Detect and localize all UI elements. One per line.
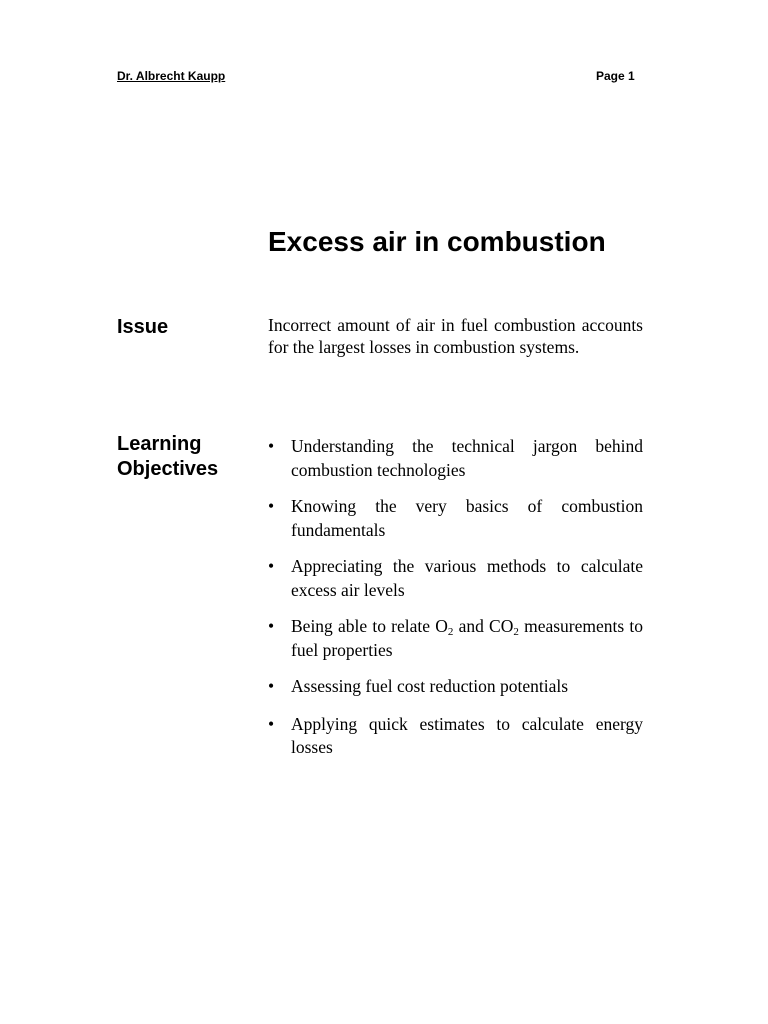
learning-objectives-heading-line1: Learning	[117, 433, 202, 455]
objective-text	[291, 615, 643, 662]
list-item	[268, 435, 643, 482]
objective-text-part: and CO	[453, 616, 514, 636]
learning-objectives-heading	[117, 432, 218, 482]
list-item	[268, 495, 643, 542]
subscript: 2	[447, 626, 454, 638]
bullet-icon: •	[268, 713, 275, 734]
objective-text: Knowing the very basics of combustion fundamentals	[291, 496, 643, 540]
learning-objectives-list	[268, 435, 643, 760]
issue-text: Incorrect amount of air in fuel combustion accounts for the largest losses in combustion systems.	[268, 315, 643, 357]
objective-text: Appreciating the various methods to calculate excess air levels	[291, 556, 643, 600]
bullet-icon: •	[268, 556, 275, 576]
list-item	[268, 615, 643, 662]
bullet-icon: •	[268, 676, 275, 696]
objective-text-part: measurements to fuel properties	[291, 616, 644, 660]
objective-text: Understanding the technical jargon behind combustion technologies	[291, 436, 643, 480]
objective-text-part: Being able to relate O	[291, 616, 448, 636]
subscript: 2	[513, 626, 519, 638]
page-number: Page 1	[596, 69, 635, 83]
bullet-icon: •	[268, 436, 275, 456]
list-item	[268, 555, 643, 602]
author-name: Dr. Albrecht Kaupp	[117, 69, 226, 83]
list-item	[268, 675, 643, 699]
issue-heading: Issue	[117, 316, 169, 338]
bullet-icon: •	[268, 496, 275, 516]
objective-text: Applying quick estimates to calculate energy losses	[291, 713, 643, 757]
document-title: Excess air in combustion	[268, 226, 606, 257]
bullet-icon: •	[268, 616, 275, 636]
learning-objectives-heading-line2: Objectives	[117, 458, 219, 480]
list-item	[268, 713, 643, 760]
objective-text: Assessing fuel cost reduction potentials	[291, 676, 569, 696]
